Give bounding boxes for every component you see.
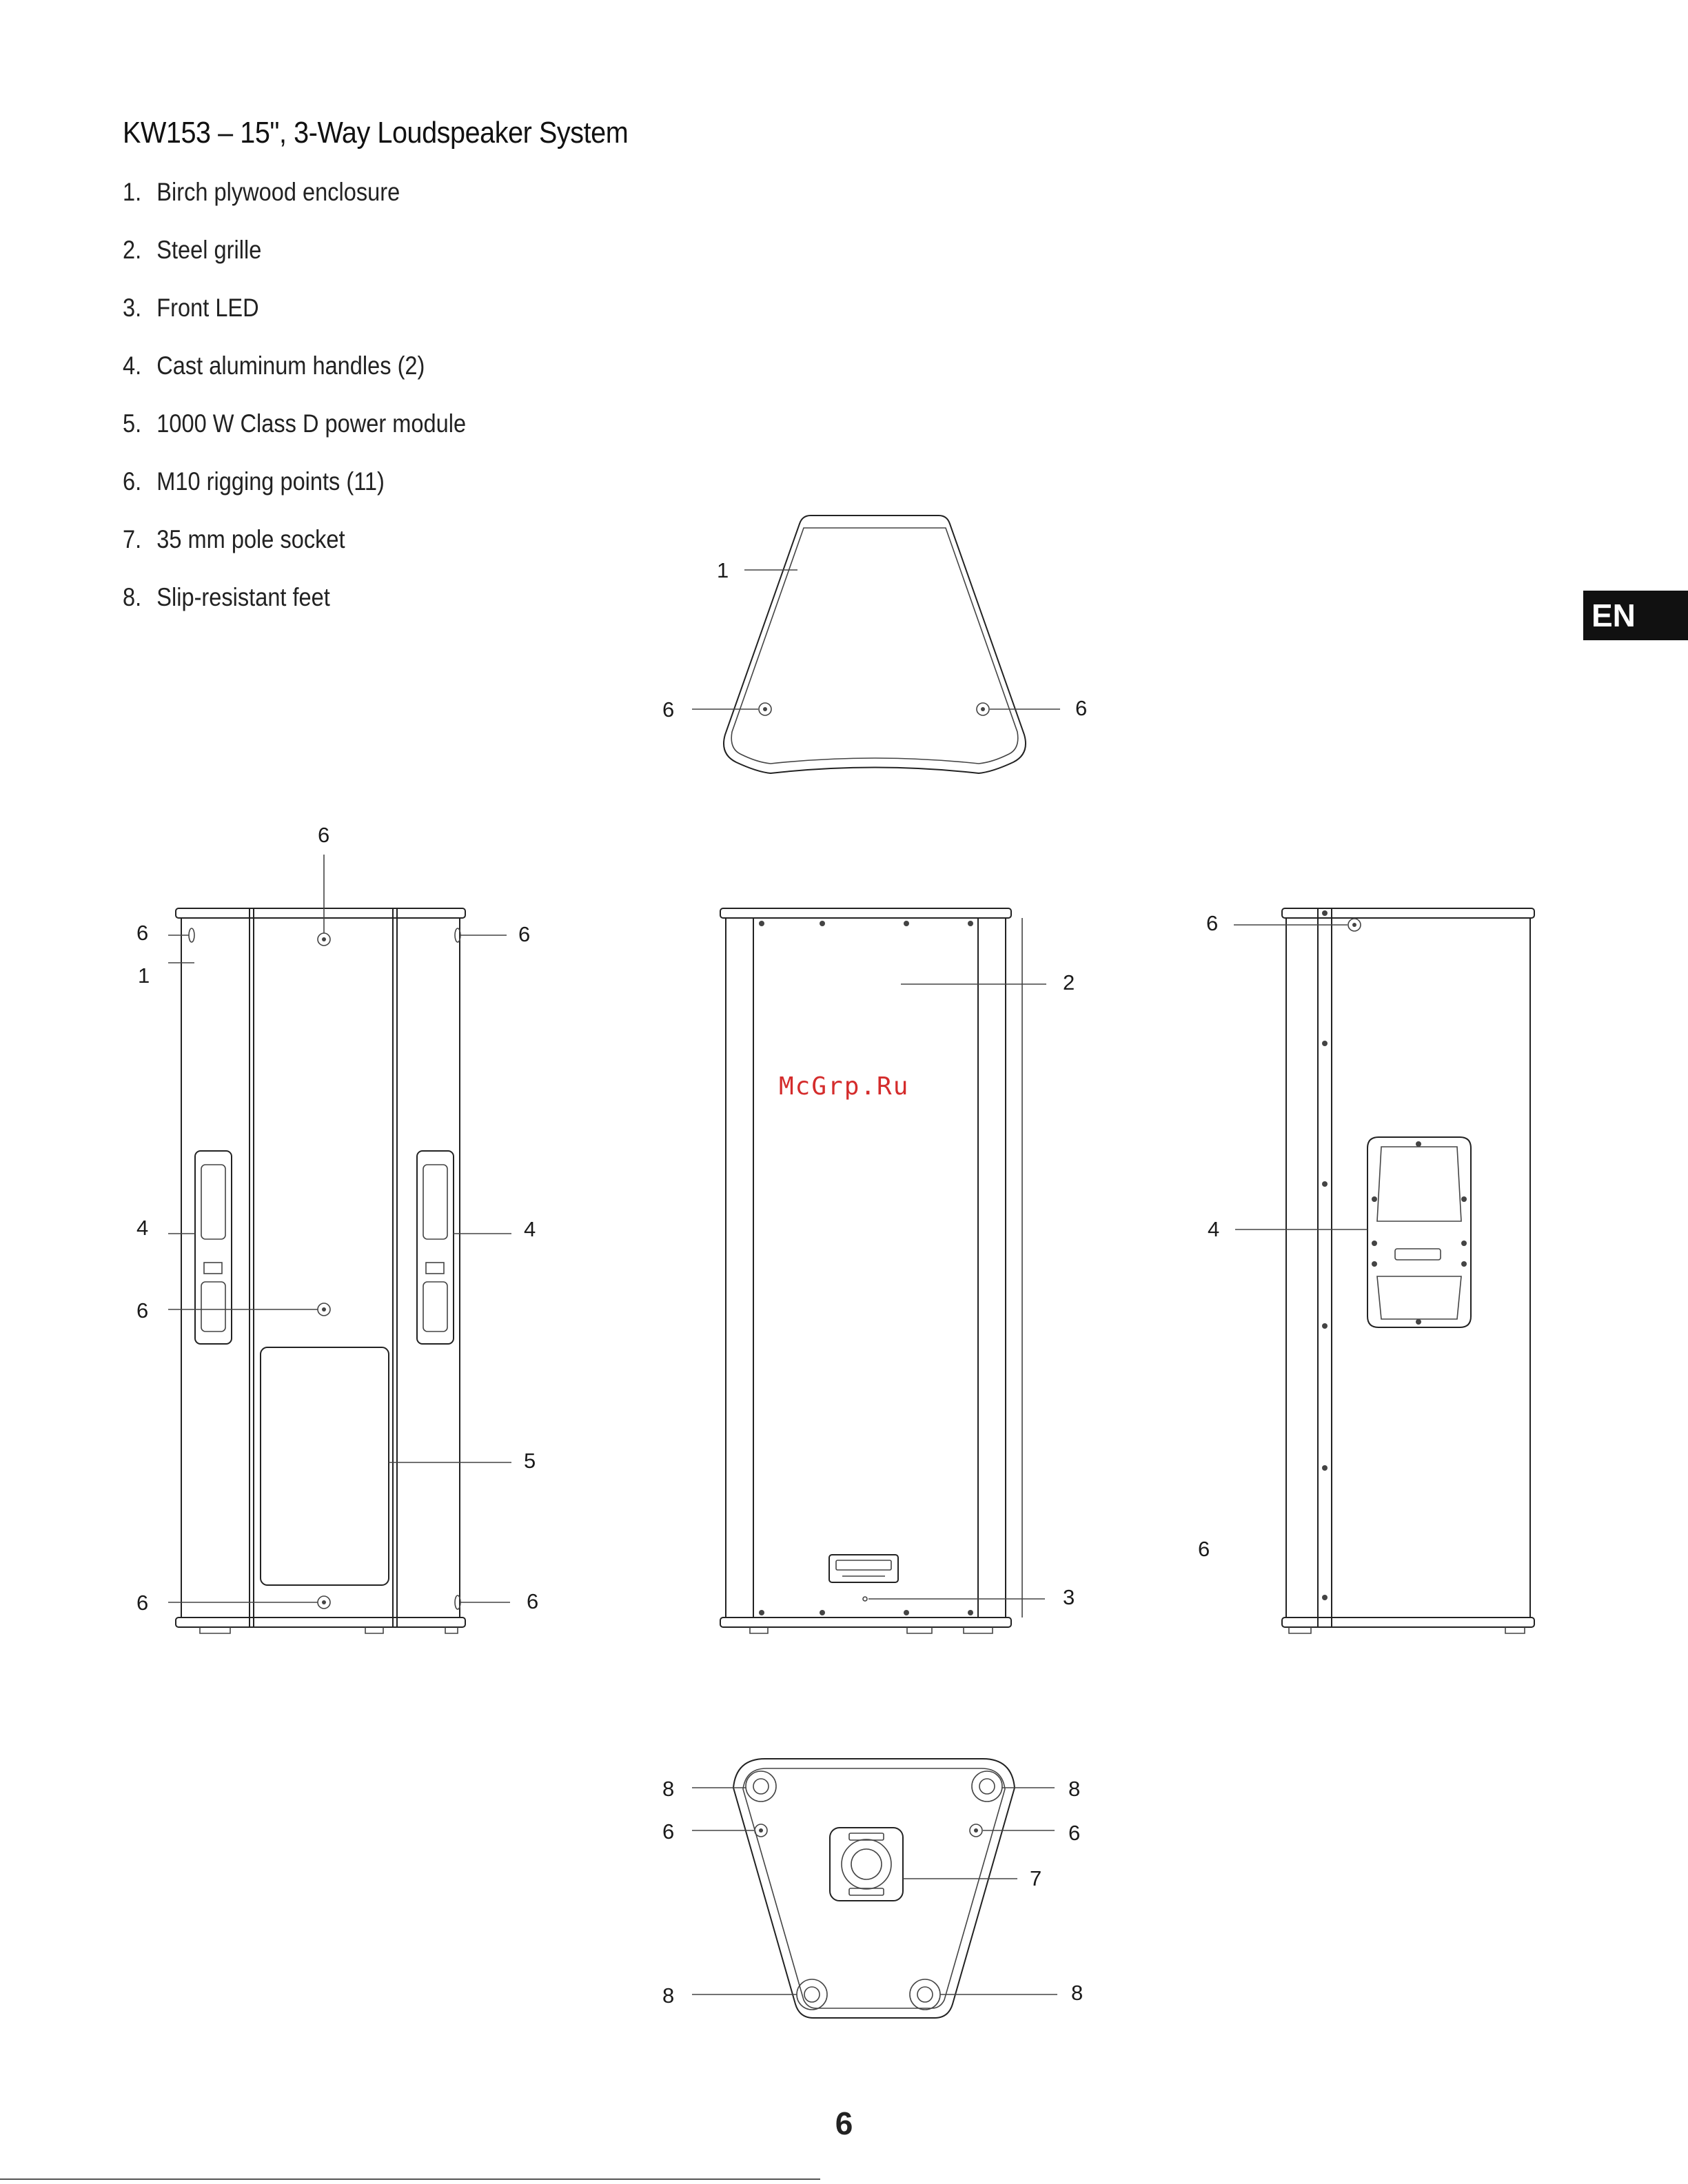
item-number: 5.: [123, 409, 142, 438]
item-number: 7.: [123, 525, 142, 553]
item-number: 1.: [123, 178, 142, 206]
callout-label: 6: [136, 1298, 149, 1323]
item-label: Front LED: [156, 294, 259, 322]
callout-label: 8: [662, 1983, 675, 2008]
front-view: [720, 908, 1075, 1633]
callout-label: 4: [136, 1216, 149, 1240]
callout-label: 6: [136, 921, 149, 945]
page-number: 6: [835, 2105, 853, 2141]
callout-label: 4: [1208, 1217, 1220, 1241]
item-number: 2.: [123, 236, 142, 264]
callout-label: 3: [1063, 1585, 1075, 1609]
bottom-view: [662, 1759, 1083, 2018]
callout-label: 6: [1198, 1537, 1210, 1561]
callout-label: 8: [662, 1777, 675, 1801]
item-label: 1000 W Class D power module: [156, 409, 467, 438]
item-number: 8.: [123, 583, 142, 611]
callout-label: 8: [1071, 1981, 1084, 2005]
callout-label: 6: [527, 1589, 539, 1613]
top-view: [662, 516, 1087, 773]
callout-label: 1: [138, 963, 150, 988]
item-number: 3.: [123, 294, 142, 322]
callout-label: 8: [1068, 1777, 1081, 1801]
footer-rule: [0, 2178, 820, 2180]
item-number: 6.: [123, 467, 142, 496]
callout-label: 6: [1206, 911, 1219, 935]
item-label: Birch plywood enclosure: [156, 178, 400, 206]
callout-label: 6: [662, 697, 675, 722]
item-number: 4.: [123, 351, 142, 380]
item-label: M10 rigging points (11): [156, 467, 385, 496]
callout-label: 1: [717, 558, 729, 582]
rear-view: [136, 823, 538, 1633]
callout-label: 5: [524, 1449, 536, 1473]
side-view: [1198, 908, 1534, 1633]
watermark: McGrp.Ru: [779, 1072, 910, 1101]
item-label: Steel grille: [156, 236, 262, 264]
language-tab: EN: [1583, 591, 1688, 640]
callout-label: 7: [1030, 1866, 1042, 1890]
page-title: KW153 – 15", 3-Way Loudspeaker System: [123, 116, 629, 150]
callout-label: 4: [524, 1217, 536, 1241]
callout-label: 6: [1068, 1821, 1081, 1845]
callout-label: 6: [136, 1591, 149, 1615]
callout-label: 2: [1063, 970, 1075, 994]
callout-label: 6: [1075, 696, 1088, 720]
item-label: 35 mm pole socket: [156, 525, 345, 553]
item-label: Slip-resistant feet: [156, 583, 330, 611]
callout-label: 6: [518, 922, 531, 946]
callout-label: 6: [662, 1819, 675, 1844]
callout-label: 6: [318, 823, 330, 847]
item-label: Cast aluminum handles (2): [156, 351, 425, 380]
